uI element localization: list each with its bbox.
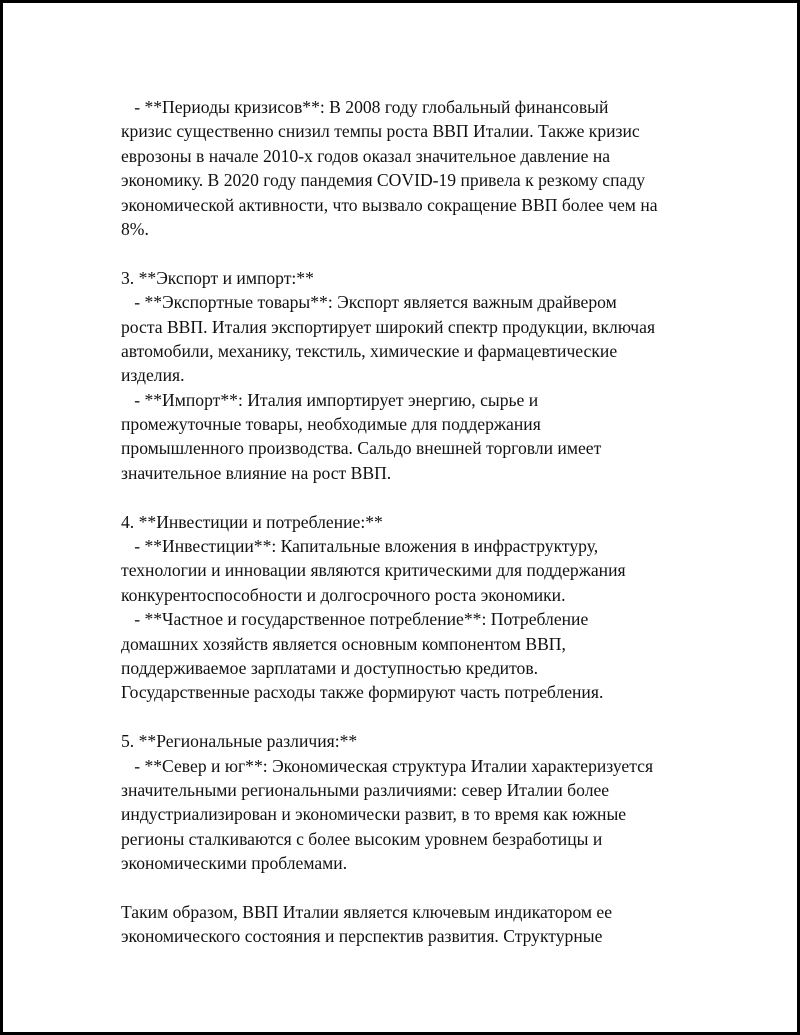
text-line: кризис существенно снизил темпы роста ВВП Италии. Также кризис [121,121,640,142]
text-line: конкурентоспособности и долгосрочного роста экономики. [121,584,566,605]
text-line: - **Периоды кризисов**: В 2008 году глобальный финансовый [121,97,609,117]
text-line: 4. **Инвестиции и потребление:** [121,511,383,532]
text-line: Государственные расходы также формируют часть потребления. [121,682,604,703]
text-line: автомобили, механику, текстиль, химические и фармацевтические [121,340,618,361]
text-line: - **Импорт**: Италия импортирует энергию, сырье и [121,389,539,410]
text-line: - **Экспортные товары**: Экспорт является важным драйвером [121,292,617,313]
text-line: поддерживаемое зарплатами и доступностью кредитов. [121,657,539,678]
paragraph-spacer [121,705,721,729]
text-line: 8%. [121,218,149,239]
text-line: экономическими проблемами. [121,853,348,874]
text-line: 3. **Экспорт и импорт:** [121,267,314,288]
paragraph-spacer [121,241,721,265]
text-line: регионы сталкиваются с более высоким уровнем безработицы и [121,828,603,849]
paragraph-spacer [121,485,721,509]
text-line: - **Частное и государственное потребление**: Потребление [121,609,589,630]
text-line: - **Инвестиции**: Капитальные вложения в инфраструктуру, [121,536,599,557]
text-line: роста ВВП. Италия экспортирует широкий спектр продукции, включая [121,316,656,337]
text-line: значительное влияние на рост ВВП. [121,462,392,483]
text-line: технологии и инновации являются критическими для поддержания [121,560,626,581]
text-line: промышленного производства. Сальдо внешней торговли имеет [121,438,602,459]
text-line: домашних хозяйств является основным компонентом ВВП, [121,633,566,654]
text-line: индустриализирован и экономически развит, в то время как южные [121,804,627,825]
text-line: экономической активности, что вызвало сокращение ВВП более чем на [121,194,658,215]
text-line: экономику. В 2020 году пандемия COVID-19 привела к резкому спаду [121,170,646,191]
text-line: промежуточные товары, необходимые для поддержания [121,414,541,435]
text-line: экономического состояния и перспектив развития. Структурные [121,926,603,947]
text-line: Таким образом, ВВП Италии является ключевым индикатором ее [121,901,613,922]
paragraph-spacer [121,876,721,900]
text-line: еврозоны в начале 2010-х годов оказал значительное давление на [121,145,611,166]
document-body [121,95,721,949]
text-line: изделия. [121,365,185,386]
text-line: значительными региональными различиями: север Италии более [121,779,610,800]
text-line: - **Север и юг**: Экономическая структура Италии характеризуется [121,755,654,776]
text-line: 5. **Региональные различия:** [121,731,358,752]
